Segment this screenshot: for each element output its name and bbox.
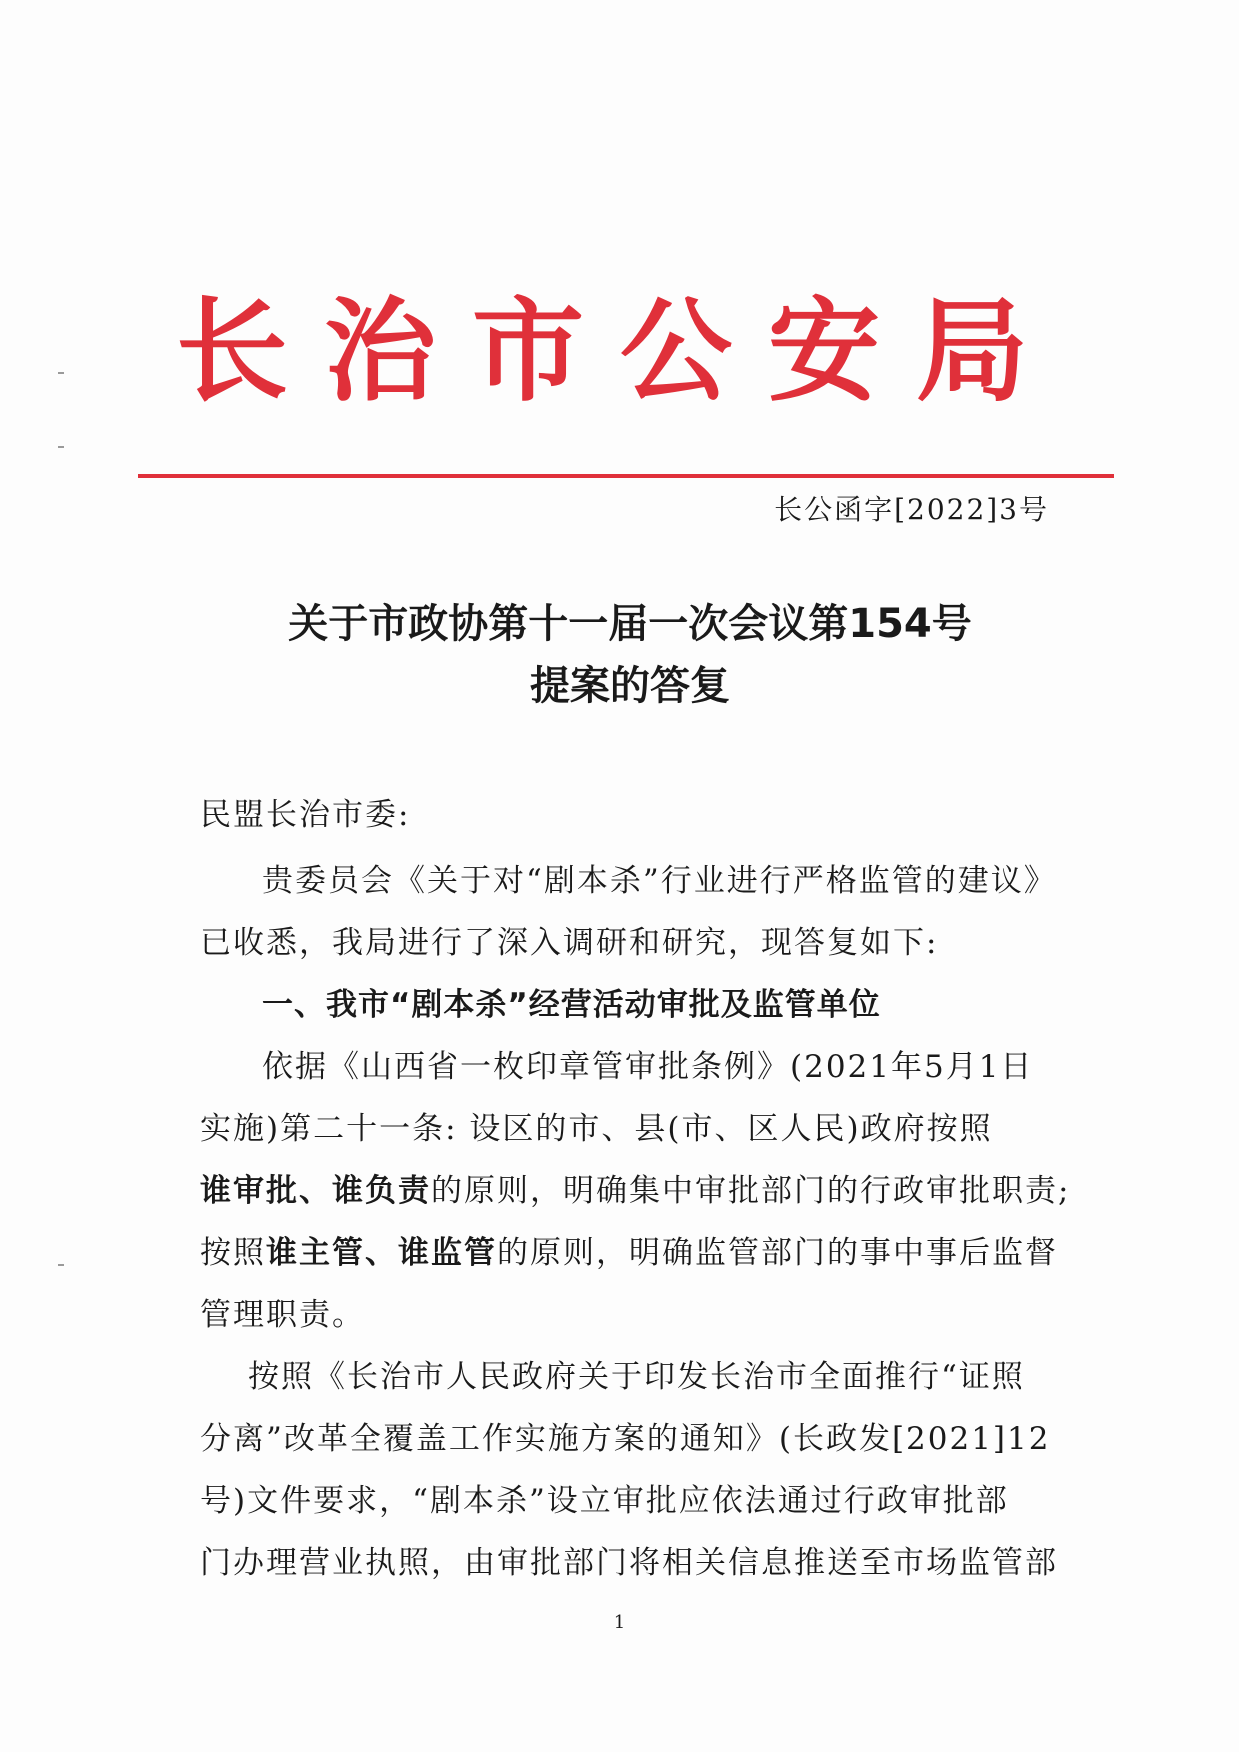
document-number: 长公函字[2022]3号 [774,493,1049,526]
paragraph-2-line-4 [200,1235,1060,1271]
paragraph-2-line-4-rest: 的原则，明确监管部门的事中事后监督 [497,1235,1058,1271]
paragraph-2-line-1: 依据《山西省一枚印章管审批条例》(2021年5月1日 [262,1049,1034,1085]
page-number: 1 [613,1612,626,1633]
bold-phrase-supervision: 谁主管、谁监管 [266,1235,497,1271]
scan-artifact [58,1264,64,1266]
scan-artifact [58,446,64,448]
agency-masthead: 长治市公安局 [176,287,1064,417]
red-divider-rule [138,474,1114,478]
document-title-line1: 关于市政协第十一届一次会议第154号 [288,601,972,647]
paragraph-3-line-3: 号)文件要求，“剧本杀”设立审批应依法通过行政审批部 [200,1483,1009,1519]
paragraph-2-line-5: 管理职责。 [200,1297,365,1333]
paragraph-3-line-1: 按照《长治市人民政府关于印发长治市全面推行“证照 [248,1359,1025,1395]
section-heading-1: 一、我市“剧本杀”经营活动审批及监管单位 [262,987,881,1023]
paragraph-2-line-3-rest: 的原则，明确集中审批部门的行政审批职责; [431,1173,1071,1209]
paragraph-1-line-1: 贵委员会《关于对“剧本杀”行业进行严格监管的建议》 [262,863,1057,899]
bold-phrase-approval: 谁审批、谁负责 [200,1173,431,1209]
scan-artifact [58,372,64,374]
paragraph-2-line-3 [200,1173,1071,1209]
salutation: 民盟长治市委: [200,797,411,833]
paragraph-2-line-4-pre: 按照 [200,1235,266,1271]
document-title-line2: 提案的答复 [530,663,730,709]
paragraph-3-line-4: 门办理营业执照，由审批部门将相关信息推送至市场监管部 [200,1545,1058,1581]
paragraph-3-line-2: 分离”改革全覆盖工作实施方案的通知》(长政发[2021]12 [200,1421,1051,1457]
paragraph-1-line-2: 已收悉，我局进行了深入调研和研究，现答复如下: [200,925,939,961]
paragraph-2-line-2: 实施)第二十一条: 设区的市、县(市、区人民)政府按照 [200,1111,993,1147]
